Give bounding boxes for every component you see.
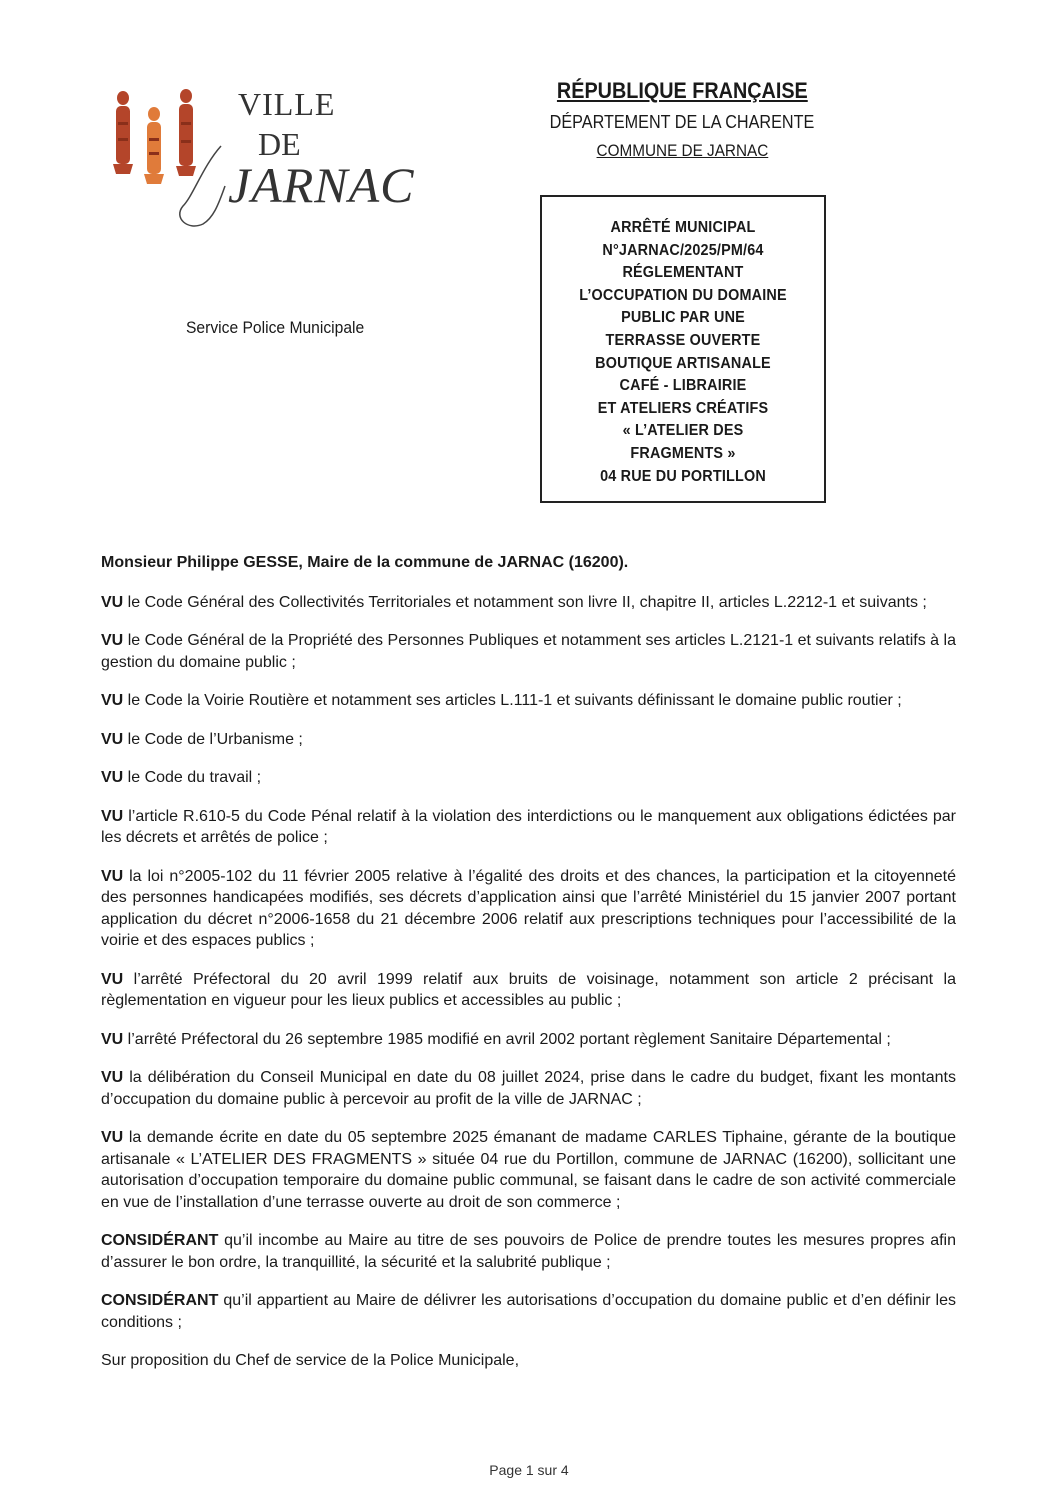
department-title: DÉPARTEMENT DE LA CHARENTE (549, 112, 815, 132)
visa-paragraph (101, 806, 956, 849)
paragraph-prefix: VU (101, 1069, 124, 1086)
commune-title: COMMUNE DE JARNAC (596, 141, 768, 160)
paragraph-prefix: VU (101, 807, 124, 825)
arrete-line: TERRASSE OUVERTE (605, 331, 761, 349)
paragraph-text: le Code du travail ; (123, 769, 262, 786)
proposal-paragraph (101, 1350, 956, 1372)
paragraph-text: la loi n°2005-102 du 11 février 2005 relative à l’égalité des droits et des chances, la participation et la citoyenneté des personnes handicapées modifiés, ses décrets d’application ainsi que l’arrêté Ministériel du 15 janvier 2007 portant application du décret n°2006-1658 du 21 décembre 2006 relatif aux prescriptions techniques pour l’accessibilité de la voirie et des espaces publics ; (101, 867, 956, 949)
arrete-line: ET ATELIERS CRÉATIFS (597, 399, 769, 417)
paragraph-prefix: VU (101, 593, 124, 611)
official-header (520, 78, 844, 161)
paragraph-prefix: VU (101, 769, 124, 786)
ville-de-jarnac-logo (108, 86, 415, 236)
paragraph-text: qu’il incombe au Maire au titre de ses pouvoirs de Police de prendre toutes les mesures propres afin d’assurer le bon ordre, la tranquillité, la sécurité et la salubrité publique ; (101, 1232, 956, 1271)
arrete-line: L’OCCUPATION DU DOMAINE (579, 286, 787, 304)
paragraph-text: la demande écrite en date du 05 septembre 2025 émanant de madame CARLES Tiphaine, gérante de la boutique artisanale « L’ATELIER DES FRAGMENTS » située 04 rue du Portillon, commune de JARNAC (16200), sollicitant une autorisation d’occupation temporaire du domaine public communal, se faisant dans le cadre de son activité commerciale en vue de l’installation d’une terrasse ouverte au droit de son commerce ; (101, 1129, 956, 1211)
visa-paragraph (101, 690, 956, 712)
considerant-paragraph (101, 1290, 956, 1333)
considerant-paragraph (101, 1230, 956, 1273)
paragraph-prefix: VU (101, 970, 124, 988)
page-number: Page 1 sur 4 (489, 1462, 569, 1478)
visa-paragraph (101, 969, 956, 1012)
paragraph-prefix: VU (101, 867, 124, 885)
paragraph-text: l’arrêté Préfectoral du 26 septembre 1985 modifié en avril 2002 portant règlement Sanitaire Départemental ; (123, 1030, 891, 1048)
arrete-line: CAFÉ - LIBRAIRIE (619, 377, 747, 395)
logo-text-ville: VILLE (238, 86, 336, 122)
paragraph-prefix: CONSIDÉRANT (101, 1292, 219, 1309)
arrete-line: ARRÊTÉ MUNICIPAL (610, 219, 756, 236)
visa-paragraph (101, 866, 956, 952)
paragraph-prefix: VU (101, 632, 124, 649)
paragraph-prefix: VU (101, 730, 124, 748)
visa-paragraph (101, 1127, 956, 1213)
document-body (101, 552, 956, 1389)
arrete-line: RÉGLEMENTANT (622, 264, 744, 282)
paragraph-text: l’article R.610-5 du Code Pénal relatif à la violation des interdictions ou le manquement aux obligations édictées par les décrets et arrêtés de police ; (101, 807, 956, 846)
paragraph-prefix: VU (101, 1129, 124, 1146)
logo-text-jarnac: JARNAC (228, 157, 415, 213)
mayor-statement: Monsieur Philippe GESSE, Maire de la commune de JARNAC (16200). (101, 554, 629, 571)
paragraph-text: l’arrêté Préfectoral du 20 avril 1999 relatif aux bruits de voisinage, notamment son article 2 précisant la règlementation en vigueur pour les lieux publics et accessibles au public ; (101, 970, 956, 1009)
visa-paragraph (101, 1029, 956, 1051)
paragraph-prefix: VU (101, 1030, 124, 1048)
arrete-line: 04 RUE DU PORTILLON (600, 467, 766, 485)
paragraph-text: la délibération du Conseil Municipal en date du 08 juillet 2024, prise dans le cadre du budget, fixant les montants d’occupation du domaine public à percevoir au profit de la ville de JARNAC ; (101, 1069, 956, 1108)
republic-title: RÉPUBLIQUE FRANÇAISE (556, 78, 808, 103)
visa-paragraph (101, 1067, 956, 1110)
paragraph-text: qu’il appartient au Maire de délivrer les autorisations d’occupation du domaine public et d’en définir les conditions ; (101, 1292, 956, 1331)
paragraph-text: le Code la Voirie Routière et notamment ses articles L.111-1 et suivants définissant le domaine public routier ; (123, 692, 902, 709)
arrete-line: PUBLIC PAR UNE (621, 309, 745, 327)
arrete-line: BOUTIQUE ARTISANALE (595, 354, 771, 372)
arrete-title-box (540, 195, 826, 503)
service-label: Service Police Municipale (186, 318, 365, 337)
logo-text-de: DE (258, 126, 301, 162)
visa-paragraph (101, 729, 956, 751)
paragraph-text: le Code Général de la Propriété des Personnes Publiques et notamment ses articles L.2121-1 et suivants relatifs à la gestion du domaine public ; (101, 632, 956, 671)
paragraph-prefix: VU (101, 692, 124, 709)
arrete-line: FRAGMENTS » (630, 444, 736, 462)
visa-paragraph (101, 767, 956, 789)
arrete-line: « L’ATELIER DES (622, 422, 744, 440)
paragraph-text: le Code Général des Collectivités Territoriales et notamment son livre II, chapitre II, articles L.2212-1 et suivants ; (123, 593, 927, 611)
visa-paragraph (101, 592, 956, 614)
paragraph-text: le Code de l’Urbanisme ; (123, 730, 303, 748)
arrete-line: N°JARNAC/2025/PM/64 (602, 241, 764, 259)
visa-paragraph (101, 630, 956, 673)
paragraph-prefix: CONSIDÉRANT (101, 1232, 219, 1249)
paragraph-text: Sur proposition du Chef de service de la Police Municipale, (101, 1352, 520, 1369)
